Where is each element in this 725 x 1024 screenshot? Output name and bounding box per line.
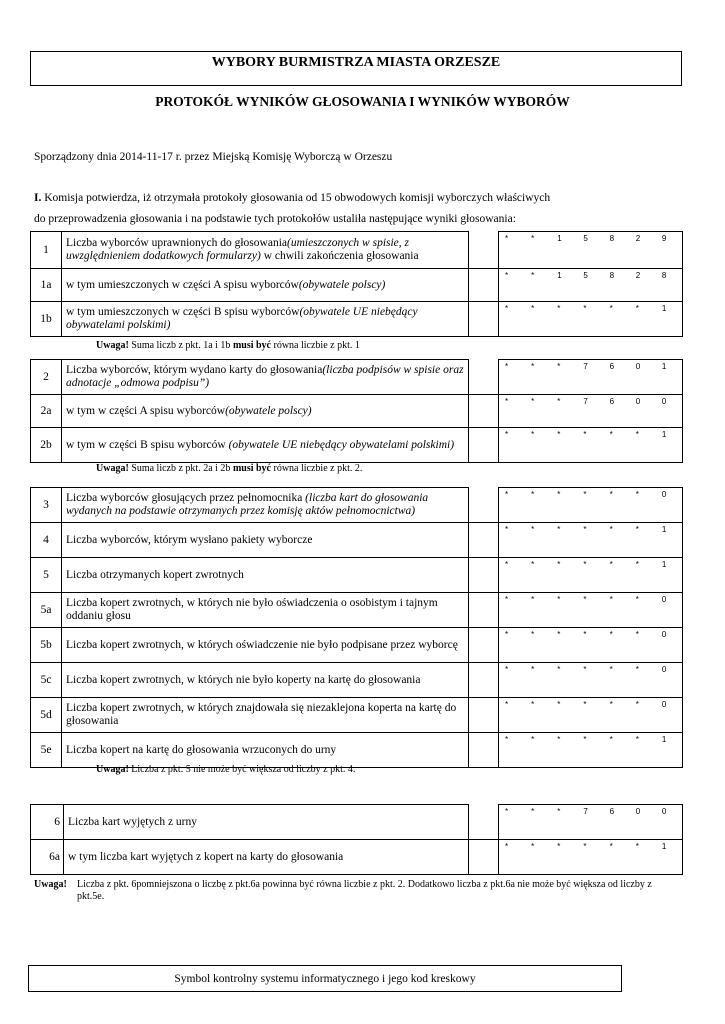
digit-cell: 0: [661, 630, 667, 639]
digit-cell: *: [557, 397, 561, 406]
digit-cell: 0: [661, 490, 667, 499]
digit-boxes: [499, 395, 683, 428]
row-label-text: Liczba wyborców, którym wysłano pakiety wyborcze: [66, 533, 313, 546]
digit-cell: *: [505, 735, 509, 744]
row-gap: [469, 558, 499, 593]
protocol-row: [31, 488, 683, 523]
digit-cell: *: [635, 630, 639, 639]
digit-boxes: [499, 523, 683, 558]
digit-boxes: [499, 232, 683, 269]
digit-cell: 0: [661, 807, 667, 816]
note-label: Uwaga!: [96, 764, 129, 775]
row-number: 5c: [31, 663, 62, 698]
protocol-row: [31, 395, 683, 428]
digit-cell: *: [505, 397, 509, 406]
row-label-tail: w chwili zakończenia głosowania: [260, 250, 419, 262]
digit-cell: *: [609, 735, 613, 744]
digit-boxes: [499, 733, 683, 768]
digit-cell: *: [609, 842, 613, 851]
digit-cell: *: [635, 665, 639, 674]
digit-cell: 7: [583, 362, 588, 371]
digit-cell: *: [583, 560, 587, 569]
digit-cell: 1: [661, 735, 667, 744]
digit-cell: *: [505, 595, 509, 604]
row-gap: [469, 593, 499, 628]
digit-cell: 1: [557, 234, 562, 243]
row-label: [62, 360, 469, 395]
note-text: Suma liczb z pkt. 2a i 2b: [128, 463, 233, 474]
digit-cell: *: [635, 700, 639, 709]
digit-cell: *: [557, 560, 561, 569]
digit-cell: *: [531, 430, 535, 439]
date-line: Sporządzony dnia 2014-11-17 r. przez Miejską Komisję Wyborczą w Orzeszu: [34, 151, 393, 163]
digit-cell: *: [557, 430, 561, 439]
row-label-text: w tym umieszczonych w części B spisu wyborców: [66, 306, 300, 318]
digit-cell: *: [505, 560, 509, 569]
digit-cell: 7: [583, 807, 588, 816]
digit-cell: 1: [661, 430, 667, 439]
digit-boxes: [499, 558, 683, 593]
election-title-box: [30, 51, 682, 86]
digit-cell: 1: [661, 304, 667, 313]
row-gap: [469, 302, 499, 337]
digit-cell: *: [531, 271, 535, 280]
digit-cell: *: [505, 271, 509, 280]
digit-cell: *: [557, 665, 561, 674]
note-label: Uwaga!: [96, 463, 129, 474]
row-number: 6: [31, 805, 64, 840]
row-gap: [469, 269, 499, 302]
digit-cell: *: [557, 362, 561, 371]
row-number: 4: [31, 523, 62, 558]
digit-cell: *: [531, 234, 535, 243]
digit-cell: *: [531, 665, 535, 674]
digit-cell: *: [557, 842, 561, 851]
digit-cell: *: [583, 842, 587, 851]
row-number: 1: [31, 232, 62, 269]
digit-cell: 0: [635, 362, 641, 371]
row-number: 5b: [31, 628, 62, 663]
digit-cell: *: [557, 595, 561, 604]
digit-cell: *: [583, 735, 587, 744]
digit-boxes: [499, 628, 683, 663]
digit-cell: *: [557, 304, 561, 313]
row-gap: [469, 805, 499, 840]
digit-cell: *: [531, 362, 535, 371]
row-number: 5e: [31, 733, 62, 768]
digit-cell: *: [609, 525, 613, 534]
digit-cell: *: [635, 595, 639, 604]
protocol-row: [31, 698, 683, 733]
row-gap: [469, 232, 499, 269]
digit-cell: *: [531, 397, 535, 406]
digit-cell: *: [635, 735, 639, 744]
digit-cell: *: [531, 630, 535, 639]
row-gap: [469, 428, 499, 463]
digit-cell: *: [583, 665, 587, 674]
barcode-label: Symbol kontrolny systemu informatycznego i jego kod kreskowy: [174, 973, 476, 985]
row-label-text: w tym w części A spisu wyborców: [66, 404, 226, 417]
row-gap: [469, 840, 499, 875]
digit-cell: *: [505, 630, 509, 639]
digit-cell: *: [609, 700, 613, 709]
protocol-row: [31, 628, 683, 663]
row-label-italic: (obywatele UE niebędący obywatelami polskimi): [228, 438, 455, 451]
digit-cell: *: [635, 525, 639, 534]
note-text: równa liczbie z pkt. 1: [271, 340, 360, 351]
digit-cell: *: [531, 595, 535, 604]
digit-cell: *: [557, 525, 561, 534]
digit-cell: *: [557, 630, 561, 639]
row-label: [62, 628, 469, 663]
digit-cell: *: [609, 304, 613, 313]
note-emphasis: musi być: [232, 463, 271, 474]
digit-cell: *: [583, 630, 587, 639]
digit-cell: *: [635, 430, 639, 439]
row-label: [62, 558, 469, 593]
protocol-row: [31, 360, 683, 395]
intro-line-1: [34, 192, 550, 204]
note-text: równa liczbie z pkt. 2.: [271, 463, 363, 474]
protocol-row: [31, 428, 683, 463]
row-label-text: Liczba wyborców, którym wydano karty do głosowania: [66, 364, 323, 376]
digit-cell: 1: [661, 560, 667, 569]
row-label: [62, 698, 469, 733]
protocol-row: [31, 840, 683, 875]
digit-cell: *: [531, 842, 535, 851]
row-label: [62, 302, 469, 337]
row-label-text: Liczba kopert zwrotnych, w których znajdowała się niezaklejona koperta na kartę do głosowania: [66, 702, 457, 727]
digit-cell: 1: [661, 525, 667, 534]
section-1-note: [96, 340, 360, 351]
row-label-italic: (obywatele UE niebędący obywatelami polskimi): [66, 306, 418, 331]
digit-cell: *: [557, 735, 561, 744]
note-text: Liczba z pkt. 6pomniejszona o liczbę z pkt.6a powinna być równa liczbie z pkt. 2. Dodatkowo liczba z pkt.6a nie może być większa od liczby z pkt.5e.: [77, 879, 652, 902]
digit-cell: *: [505, 362, 509, 371]
row-gap: [469, 523, 499, 558]
row-number: 3: [31, 488, 62, 523]
row-gap: [469, 733, 499, 768]
row-gap: [469, 395, 499, 428]
digit-cell: 6: [609, 807, 615, 816]
digit-boxes: [499, 663, 683, 698]
digit-cell: *: [505, 700, 509, 709]
digit-cell: 8: [661, 271, 667, 280]
digit-boxes: [499, 840, 683, 875]
digit-cell: 9: [661, 234, 667, 243]
digit-cell: *: [609, 490, 613, 499]
digit-cell: *: [531, 560, 535, 569]
protocol-row: [31, 805, 683, 840]
digit-boxes: [499, 488, 683, 523]
digit-boxes: [499, 269, 683, 302]
row-number: 2: [31, 360, 62, 395]
digit-cell: *: [609, 560, 613, 569]
digit-cell: *: [583, 595, 587, 604]
digit-cell: 0: [661, 397, 667, 406]
row-label: [62, 428, 469, 463]
row-label-italic: (liczba podpisów w spisie oraz adnotacje „odmowa podpisu”): [66, 364, 464, 389]
digit-cell: 2: [635, 234, 641, 243]
digit-cell: 8: [609, 271, 615, 280]
digit-cell: *: [557, 490, 561, 499]
row-gap: [469, 628, 499, 663]
election-title: WYBORY BURMISTRZA MIASTA ORZESZE: [211, 55, 501, 70]
row-number: 1b: [31, 302, 62, 337]
digit-cell: *: [531, 304, 535, 313]
digit-cell: *: [635, 560, 639, 569]
digit-cell: *: [583, 490, 587, 499]
note-text: Suma liczb z pkt. 1a i 1b: [128, 340, 233, 351]
digit-boxes: [499, 805, 683, 840]
digit-cell: 1: [557, 271, 562, 280]
digit-cell: *: [505, 807, 509, 816]
protocol-row: [31, 232, 683, 269]
digit-cell: *: [531, 525, 535, 534]
digit-cell: *: [583, 430, 587, 439]
digit-cell: *: [531, 735, 535, 744]
section-4-table: [30, 804, 683, 875]
row-label: [62, 593, 469, 628]
intro-roman: I.: [34, 192, 42, 204]
row-label-text: Liczba kopert zwrotnych, w których nie było oświadczenia o osobistym i tajnym oddaniu głosu: [66, 597, 438, 622]
row-label: [62, 269, 469, 302]
row-number: 2b: [31, 428, 62, 463]
digit-boxes: [499, 428, 683, 463]
note-label: Uwaga!: [34, 879, 67, 890]
row-label: [62, 488, 469, 523]
row-label: [62, 523, 469, 558]
digit-cell: *: [583, 700, 587, 709]
digit-cell: *: [505, 430, 509, 439]
note-emphasis: musi być: [232, 340, 271, 351]
digit-cell: *: [609, 595, 613, 604]
row-label-text: Liczba kopert zwrotnych, w których oświadczenie nie było podpisane przez wyborcę: [66, 638, 458, 651]
row-label: [64, 840, 469, 875]
section-3-note: [96, 764, 355, 775]
digit-cell: *: [635, 842, 639, 851]
digit-cell: 6: [609, 362, 615, 371]
row-label-italic: (umieszczonych w spisie, z uwzględnieniem dodatkowych formularzy): [66, 237, 410, 262]
note-label: Uwaga!: [96, 340, 129, 351]
digit-cell: *: [505, 490, 509, 499]
row-number: 5a: [31, 593, 62, 628]
note-text: Liczba z pkt. 5 nie może być większa od liczby z pkt. 4.: [128, 764, 356, 775]
row-label-italic: (obywatele polscy): [225, 404, 312, 417]
digit-boxes: [499, 593, 683, 628]
row-gap: [469, 488, 499, 523]
digit-cell: 1: [661, 362, 667, 371]
digit-cell: *: [609, 630, 613, 639]
digit-boxes: [499, 698, 683, 733]
digit-cell: *: [609, 430, 613, 439]
row-label-text: Liczba wyborców uprawnionych do głosowania: [66, 237, 287, 249]
protocol-row: [31, 663, 683, 698]
digit-cell: *: [531, 807, 535, 816]
row-label-text: Liczba kopert zwrotnych, w których nie było koperty na kartę do głosowania: [66, 673, 421, 686]
protocol-row: [31, 593, 683, 628]
intro-text-1: Komisja potwierdza, iż otrzymała protokoły głosowania od 15 obwodowych komisji wyborczych właściwych: [41, 192, 551, 204]
digit-cell: *: [505, 665, 509, 674]
digit-cell: *: [531, 490, 535, 499]
digit-cell: 7: [583, 397, 588, 406]
section-1-table: [30, 231, 683, 337]
row-label-italic: (obywatele polscy): [298, 278, 386, 291]
row-label-text: w tym w części B spisu wyborców: [66, 438, 229, 451]
row-label-italic: (liczba kart do głosowania wydanych na podstawie otrzymanych przez komisję aktów pełnomocnictwa): [66, 492, 429, 517]
digit-cell: 5: [583, 234, 588, 243]
protocol-row: [31, 733, 683, 768]
digit-cell: 8: [609, 234, 615, 243]
row-label-text: Liczba otrzymanych kopert zwrotnych: [66, 568, 244, 581]
digit-cell: *: [635, 304, 639, 313]
digit-cell: 0: [635, 397, 641, 406]
digit-cell: *: [505, 234, 509, 243]
row-number: 1a: [31, 269, 62, 302]
row-number: 6a: [31, 840, 64, 875]
digit-cell: 6: [609, 397, 615, 406]
digit-cell: 1: [661, 842, 667, 851]
protocol-subtitle: PROTOKÓŁ WYNIKÓW GŁOSOWANIA I WYNIKÓW WYBORÓW: [155, 94, 570, 109]
digit-cell: *: [635, 490, 639, 499]
row-label-text: w tym liczba kart wyjętych z kopert na karty do głosowania: [68, 850, 344, 863]
digit-cell: *: [557, 700, 561, 709]
digit-cell: *: [531, 700, 535, 709]
digit-cell: 0: [635, 807, 641, 816]
digit-cell: 0: [661, 665, 667, 674]
protocol-row: [31, 558, 683, 593]
row-gap: [469, 360, 499, 395]
row-label: [64, 805, 469, 840]
section-4-note: [34, 879, 674, 903]
section-2-note: [96, 463, 362, 474]
digit-cell: *: [609, 665, 613, 674]
row-label-text: Liczba kart wyjętych z urny: [68, 815, 197, 828]
digit-cell: 2: [635, 271, 641, 280]
row-label: [62, 395, 469, 428]
intro-line-2: do przeprowadzenia głosowania i na podstawie tych protokołów ustaliła następujące wyniki głosowania:: [34, 213, 516, 225]
row-label-text: w tym umieszczonych w części A spisu wyborców: [66, 278, 299, 291]
section-2-table: [30, 359, 683, 463]
row-label-text: Liczba kopert na kartę do głosowania wrzuconych do urny: [66, 743, 337, 756]
digit-cell: 5: [583, 271, 588, 280]
digit-cell: *: [505, 525, 509, 534]
row-gap: [469, 663, 499, 698]
row-label: [62, 663, 469, 698]
barcode-box: [28, 965, 622, 992]
row-label: [62, 232, 469, 269]
row-gap: [469, 698, 499, 733]
row-label-text: Liczba wyborców głosujących przez pełnomocnika: [66, 492, 306, 504]
section-3-table: [30, 487, 683, 768]
digit-cell: *: [505, 304, 509, 313]
digit-boxes: [499, 360, 683, 395]
digit-boxes: [499, 302, 683, 337]
digit-cell: 0: [661, 700, 667, 709]
protocol-row: [31, 523, 683, 558]
row-number: 5d: [31, 698, 62, 733]
protocol-row: [31, 302, 683, 337]
row-number: 2a: [31, 395, 62, 428]
digit-cell: 0: [661, 595, 667, 604]
digit-cell: *: [557, 807, 561, 816]
row-number: 5: [31, 558, 62, 593]
digit-cell: *: [505, 842, 509, 851]
digit-cell: *: [583, 304, 587, 313]
row-label: [62, 733, 469, 768]
protocol-row: [31, 269, 683, 302]
digit-cell: *: [583, 525, 587, 534]
